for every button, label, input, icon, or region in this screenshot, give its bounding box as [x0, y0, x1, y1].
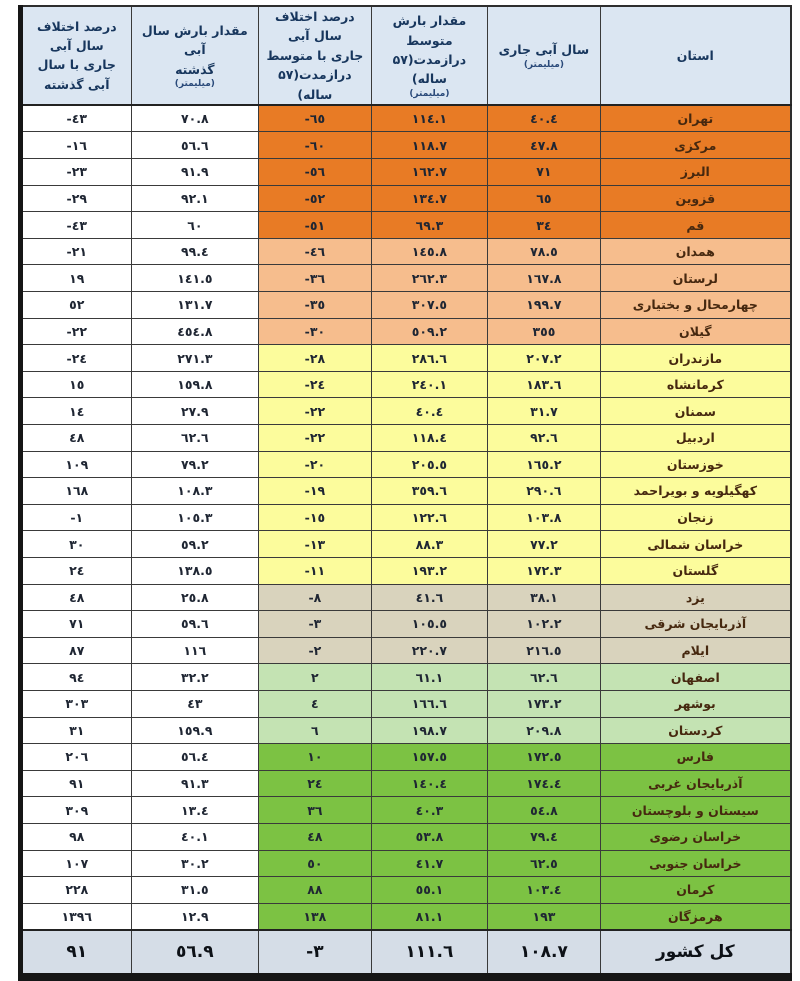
table-row — [21, 611, 792, 638]
cell-current: ١٧٢.٥ — [488, 744, 601, 771]
cell-last_year: ٥٩.٢ — [131, 531, 259, 558]
total-cell-avg57: ١١١.٦ — [371, 930, 488, 977]
cell-pct_vs_avg: -٢٠ — [259, 451, 372, 478]
cell-pct_vs_last: ٤٨ — [21, 425, 132, 452]
total-cell-province: کل کشور — [600, 930, 791, 977]
cell-pct_vs_avg: -٦٥ — [259, 105, 372, 132]
cell-pct_vs_last: -١ — [21, 504, 132, 531]
cell-avg57: ١٣٤.٧ — [371, 185, 488, 212]
cell-avg57: ٢٨٦.٦ — [371, 345, 488, 372]
cell-province: گلستان — [600, 557, 791, 584]
cell-avg57: ٣٥٩.٦ — [371, 478, 488, 505]
table-row — [21, 903, 792, 930]
cell-last_year: ١٠٨.٣ — [131, 478, 259, 505]
cell-pct_vs_last: ٢٤ — [21, 557, 132, 584]
table-row — [21, 877, 792, 904]
cell-pct_vs_last: ٩٨ — [21, 823, 132, 850]
cell-avg57: ٢٦٢.٣ — [371, 265, 488, 292]
cell-current: ٧٧.٢ — [488, 531, 601, 558]
cell-avg57: ١٩٨.٧ — [371, 717, 488, 744]
cell-pct_vs_avg: ١٣٨ — [259, 903, 372, 930]
table-row — [21, 664, 792, 691]
table-row — [21, 132, 792, 159]
cell-province: آذربایجان شرقی — [600, 611, 791, 638]
rainfall-table — [18, 5, 792, 981]
cell-current: ١٦٧.٨ — [488, 265, 601, 292]
cell-province: البرز — [600, 159, 791, 186]
cell-avg57: ١٦٦.٦ — [371, 690, 488, 717]
cell-avg57: ٢٤٠.١ — [371, 371, 488, 398]
cell-last_year: ١٢.٩ — [131, 903, 259, 930]
table-row — [21, 371, 792, 398]
table-row — [21, 159, 792, 186]
cell-current: ١٠٣.٤ — [488, 877, 601, 904]
cell-last_year: ١٤١.٥ — [131, 265, 259, 292]
cell-pct_vs_avg: -١١ — [259, 557, 372, 584]
cell-pct_vs_avg: ٦ — [259, 717, 372, 744]
cell-last_year: ٣١.٥ — [131, 877, 259, 904]
table-row — [21, 531, 792, 558]
cell-pct_vs_last: -٢٣ — [21, 159, 132, 186]
cell-pct_vs_last: ٧١ — [21, 611, 132, 638]
cell-current: ٧٩.٤ — [488, 823, 601, 850]
cell-pct_vs_avg: -٢٢ — [259, 398, 372, 425]
cell-last_year: ٩١.٩ — [131, 159, 259, 186]
cell-province: فارس — [600, 744, 791, 771]
cell-pct_vs_avg: -٥٦ — [259, 159, 372, 186]
cell-province: خراسان رضوی — [600, 823, 791, 850]
cell-current: ١٩٩.٧ — [488, 292, 601, 319]
cell-pct_vs_avg: ٣٦ — [259, 797, 372, 824]
cell-pct_vs_last: ٤٨ — [21, 584, 132, 611]
column-header-3 — [259, 6, 372, 105]
cell-province: ایلام — [600, 637, 791, 664]
cell-avg57: ٤٠.٣ — [371, 797, 488, 824]
cell-pct_vs_last: ١٤ — [21, 398, 132, 425]
cell-current: ٢١٦.٥ — [488, 637, 601, 664]
cell-pct_vs_avg: -٢٢ — [259, 425, 372, 452]
cell-pct_vs_last: ١٩ — [21, 265, 132, 292]
cell-pct_vs_last: ٣١ — [21, 717, 132, 744]
cell-pct_vs_last: ١٦٨ — [21, 478, 132, 505]
column-header-label: استان — [676, 47, 714, 63]
cell-last_year: ١٥٩.٨ — [131, 371, 259, 398]
cell-last_year: ٩٢.١ — [131, 185, 259, 212]
total-row — [21, 930, 792, 977]
cell-last_year: ٤٣ — [131, 690, 259, 717]
table-row — [21, 265, 792, 292]
cell-pct_vs_last: ١٥ — [21, 371, 132, 398]
cell-avg57: ١١٨.٤ — [371, 425, 488, 452]
cell-avg57: ١٤٥.٨ — [371, 238, 488, 265]
table-row — [21, 318, 792, 345]
cell-current: ١٠٢.٢ — [488, 611, 601, 638]
cell-pct_vs_avg: ٤٨ — [259, 823, 372, 850]
column-header-label: درازمدت(۵۷ ساله) — [278, 67, 352, 102]
cell-last_year: ٤٠.١ — [131, 823, 259, 850]
table-row — [21, 212, 792, 239]
cell-last_year: ٥٩.٦ — [131, 611, 259, 638]
cell-pct_vs_last: ٢٠٦ — [21, 744, 132, 771]
cell-province: کردستان — [600, 717, 791, 744]
total-cell-last_year: ٥٦.٩ — [131, 930, 259, 977]
cell-pct_vs_last: -١٦ — [21, 132, 132, 159]
cell-pct_vs_last: ٢٢٨ — [21, 877, 132, 904]
cell-province: همدان — [600, 238, 791, 265]
cell-pct_vs_last: -٢٢ — [21, 318, 132, 345]
cell-current: ٢٠٧.٢ — [488, 345, 601, 372]
column-header-0 — [600, 6, 791, 105]
cell-pct_vs_last: -٤٣ — [21, 212, 132, 239]
table-row — [21, 717, 792, 744]
table-row — [21, 744, 792, 771]
cell-pct_vs_avg: -١٥ — [259, 504, 372, 531]
cell-last_year: ٦٢.٦ — [131, 425, 259, 452]
column-header-label: مقدار بارش سال آبی — [141, 22, 248, 58]
column-header-label: جاری با سال آبی گذشته — [37, 57, 116, 92]
column-header-2 — [371, 6, 488, 105]
cell-pct_vs_avg: ٢٤ — [259, 770, 372, 797]
cell-pct_vs_last: -٤٣ — [21, 105, 132, 132]
cell-pct_vs_avg: ٨٨ — [259, 877, 372, 904]
column-header-unit: (میلیمتر) — [174, 79, 215, 90]
cell-current: ١٠٣.٨ — [488, 504, 601, 531]
cell-current: ٤٠.٤ — [488, 105, 601, 132]
column-header-unit: (میلیمتر) — [409, 88, 450, 99]
cell-pct_vs_avg: ٤ — [259, 690, 372, 717]
column-header-label: درازمدت(۵۷ ساله) — [392, 52, 467, 87]
cell-last_year: ١١٦ — [131, 637, 259, 664]
cell-current: ١٧٤.٤ — [488, 770, 601, 797]
cell-last_year: ٢٧.٩ — [131, 398, 259, 425]
cell-pct_vs_last: ٥٢ — [21, 292, 132, 319]
cell-avg57: ٨٨.٣ — [371, 531, 488, 558]
cell-avg57: ٢٢٠.٧ — [371, 637, 488, 664]
cell-pct_vs_avg: -١٣ — [259, 531, 372, 558]
table-row — [21, 398, 792, 425]
cell-province: هرمزگان — [600, 903, 791, 930]
cell-province: کرمان — [600, 877, 791, 904]
cell-last_year: ١٥٩.٩ — [131, 717, 259, 744]
cell-province: قم — [600, 212, 791, 239]
column-header-1 — [488, 6, 601, 105]
cell-province: اردبیل — [600, 425, 791, 452]
table-row — [21, 105, 792, 132]
cell-province: کهگیلویه و بویراحمد — [600, 478, 791, 505]
cell-pct_vs_avg: -٣٥ — [259, 292, 372, 319]
cell-avg57: ١٩٣.٢ — [371, 557, 488, 584]
cell-current: ٢٩٠.٦ — [488, 478, 601, 505]
cell-current: ٦٢.٦ — [488, 664, 601, 691]
cell-pct_vs_avg: -٣٠ — [259, 318, 372, 345]
cell-last_year: ٧٩.٢ — [131, 451, 259, 478]
cell-avg57: ٦١.١ — [371, 664, 488, 691]
cell-pct_vs_avg: -٤٦ — [259, 238, 372, 265]
cell-province: تهران — [600, 105, 791, 132]
cell-pct_vs_avg: -١٩ — [259, 478, 372, 505]
cell-last_year: ٥٦.٤ — [131, 744, 259, 771]
cell-pct_vs_avg: ٥٠ — [259, 850, 372, 877]
column-header-label: گذشته — [175, 61, 215, 77]
table-row — [21, 451, 792, 478]
cell-pct_vs_last: ٣٠٩ — [21, 797, 132, 824]
cell-province: اصفهان — [600, 664, 791, 691]
cell-last_year: ٦٠ — [131, 212, 259, 239]
cell-last_year: ٣٢.٢ — [131, 664, 259, 691]
cell-current: ١٧٢.٣ — [488, 557, 601, 584]
cell-pct_vs_avg: -٣٦ — [259, 265, 372, 292]
cell-current: ٤٧.٨ — [488, 132, 601, 159]
cell-last_year: ١٣١.٧ — [131, 292, 259, 319]
table-row — [21, 770, 792, 797]
cell-pct_vs_last: ١٣٩٦ — [21, 903, 132, 930]
cell-pct_vs_avg: -٦٠ — [259, 132, 372, 159]
column-header-label: درصد اختلاف سال آبی — [275, 9, 355, 44]
cell-current: ٣٨.١ — [488, 584, 601, 611]
cell-province: زنجان — [600, 504, 791, 531]
cell-pct_vs_last: ٩١ — [21, 770, 132, 797]
cell-province: لرستان — [600, 265, 791, 292]
total-cell-pct_vs_avg: -٣ — [259, 930, 372, 977]
table-row — [21, 425, 792, 452]
cell-avg57: ١٥٧.٥ — [371, 744, 488, 771]
cell-province: گیلان — [600, 318, 791, 345]
cell-current: ١٩٣ — [488, 903, 601, 930]
cell-pct_vs_avg: -٣ — [259, 611, 372, 638]
cell-province: خراسان شمالی — [600, 531, 791, 558]
cell-pct_vs_avg: -٥٢ — [259, 185, 372, 212]
cell-avg57: ١١٨.٧ — [371, 132, 488, 159]
cell-pct_vs_avg: ٢ — [259, 664, 372, 691]
cell-last_year: ١٠٥.٣ — [131, 504, 259, 531]
cell-avg57: ٥٥.١ — [371, 877, 488, 904]
cell-last_year: ١٣.٤ — [131, 797, 259, 824]
cell-pct_vs_last: ١٠٩ — [21, 451, 132, 478]
cell-province: سیستان و بلوچستان — [600, 797, 791, 824]
cell-pct_vs_last: ١٠٧ — [21, 850, 132, 877]
cell-avg57: ٤١.٧ — [371, 850, 488, 877]
total-cell-pct_vs_last: ٩١ — [21, 930, 132, 977]
cell-last_year: ٤٥٤.٨ — [131, 318, 259, 345]
table-row — [21, 557, 792, 584]
table-row — [21, 690, 792, 717]
column-header-5 — [21, 6, 132, 105]
cell-province: کرمانشاه — [600, 371, 791, 398]
table-row — [21, 292, 792, 319]
cell-current: ٧٨.٥ — [488, 238, 601, 265]
cell-avg57: ١٦٢.٧ — [371, 159, 488, 186]
cell-province: خراسان جنوبی — [600, 850, 791, 877]
cell-last_year: ٩١.٣ — [131, 770, 259, 797]
cell-pct_vs_last: -٢٩ — [21, 185, 132, 212]
table-header — [21, 6, 792, 105]
cell-pct_vs_avg: -٥١ — [259, 212, 372, 239]
cell-avg57: ١١٤.١ — [371, 105, 488, 132]
page — [0, 5, 800, 963]
cell-avg57: ٤١.٦ — [371, 584, 488, 611]
cell-avg57: ٤٠.٤ — [371, 398, 488, 425]
cell-pct_vs_last: ٣٠٣ — [21, 690, 132, 717]
column-header-label: درصد اختلاف سال آبی — [36, 18, 117, 54]
cell-current: ٩٢.٦ — [488, 425, 601, 452]
cell-province: خوزستان — [600, 451, 791, 478]
cell-current: ٧١ — [488, 159, 601, 186]
cell-province: آذربایجان غربی — [600, 770, 791, 797]
column-header-4 — [131, 6, 259, 105]
cell-pct_vs_avg: ١٠ — [259, 744, 372, 771]
cell-pct_vs_last: -٢٤ — [21, 345, 132, 372]
cell-avg57: ٨١.١ — [371, 903, 488, 930]
cell-current: ٢٠٩.٨ — [488, 717, 601, 744]
table-row — [21, 797, 792, 824]
table-row — [21, 584, 792, 611]
cell-current: ٦٢.٥ — [488, 850, 601, 877]
cell-avg57: ٢٠٥.٥ — [371, 451, 488, 478]
cell-current: ٦٥ — [488, 185, 601, 212]
cell-avg57: ٣٠٧.٥ — [371, 292, 488, 319]
cell-current: ٣٥٥ — [488, 318, 601, 345]
column-header-unit: (میلیمتر) — [523, 59, 564, 70]
cell-last_year: ٢٧١.٣ — [131, 345, 259, 372]
cell-last_year: ٩٩.٤ — [131, 238, 259, 265]
cell-last_year: ٢٥.٨ — [131, 584, 259, 611]
cell-avg57: ٥٠٩.٢ — [371, 318, 488, 345]
cell-pct_vs_last: ٣٠ — [21, 531, 132, 558]
table-row — [21, 823, 792, 850]
cell-last_year: ٧٠.٨ — [131, 105, 259, 132]
cell-current: ٣٤ — [488, 212, 601, 239]
table-row — [21, 345, 792, 372]
cell-pct_vs_last: ٩٤ — [21, 664, 132, 691]
cell-avg57: ١٤٠.٤ — [371, 770, 488, 797]
cell-province: مرکزی — [600, 132, 791, 159]
column-header-label: جاری با متوسط — [266, 47, 364, 63]
total-cell-current: ١٠٨.٧ — [488, 930, 601, 977]
cell-last_year: ٥٦.٦ — [131, 132, 259, 159]
table-total — [21, 930, 792, 977]
cell-avg57: ١٠٥.٥ — [371, 611, 488, 638]
table-row — [21, 185, 792, 212]
table-row — [21, 850, 792, 877]
cell-last_year: ٣٠.٢ — [131, 850, 259, 877]
cell-province: سمنان — [600, 398, 791, 425]
table-row — [21, 504, 792, 531]
cell-pct_vs_avg: -٨ — [259, 584, 372, 611]
cell-current: ١٨٣.٦ — [488, 371, 601, 398]
cell-last_year: ١٣٨.٥ — [131, 557, 259, 584]
cell-current: ١٦٥.٢ — [488, 451, 601, 478]
header-row — [21, 6, 792, 105]
cell-province: یزد — [600, 584, 791, 611]
cell-avg57: ٦٩.٣ — [371, 212, 488, 239]
cell-avg57: ٥٣.٨ — [371, 823, 488, 850]
cell-pct_vs_last: -٢١ — [21, 238, 132, 265]
column-header-label: مقدار بارش متوسط — [392, 13, 467, 48]
cell-pct_vs_avg: -٢ — [259, 637, 372, 664]
cell-current: ٣١.٧ — [488, 398, 601, 425]
cell-current: ١٧٣.٢ — [488, 690, 601, 717]
table-row — [21, 637, 792, 664]
cell-pct_vs_avg: -٢٨ — [259, 345, 372, 372]
column-header-label: سال آبی جاری — [498, 42, 590, 58]
table-body — [21, 105, 792, 930]
cell-province: قزوین — [600, 185, 791, 212]
cell-province: چهارمحال و بختیاری — [600, 292, 791, 319]
cell-avg57: ١٢٢.٦ — [371, 504, 488, 531]
cell-province: بوشهر — [600, 690, 791, 717]
cell-pct_vs_avg: -٢٤ — [259, 371, 372, 398]
cell-current: ٥٤.٨ — [488, 797, 601, 824]
cell-pct_vs_last: ٨٧ — [21, 637, 132, 664]
cell-province: مازندران — [600, 345, 791, 372]
table-row — [21, 238, 792, 265]
table-row — [21, 478, 792, 505]
